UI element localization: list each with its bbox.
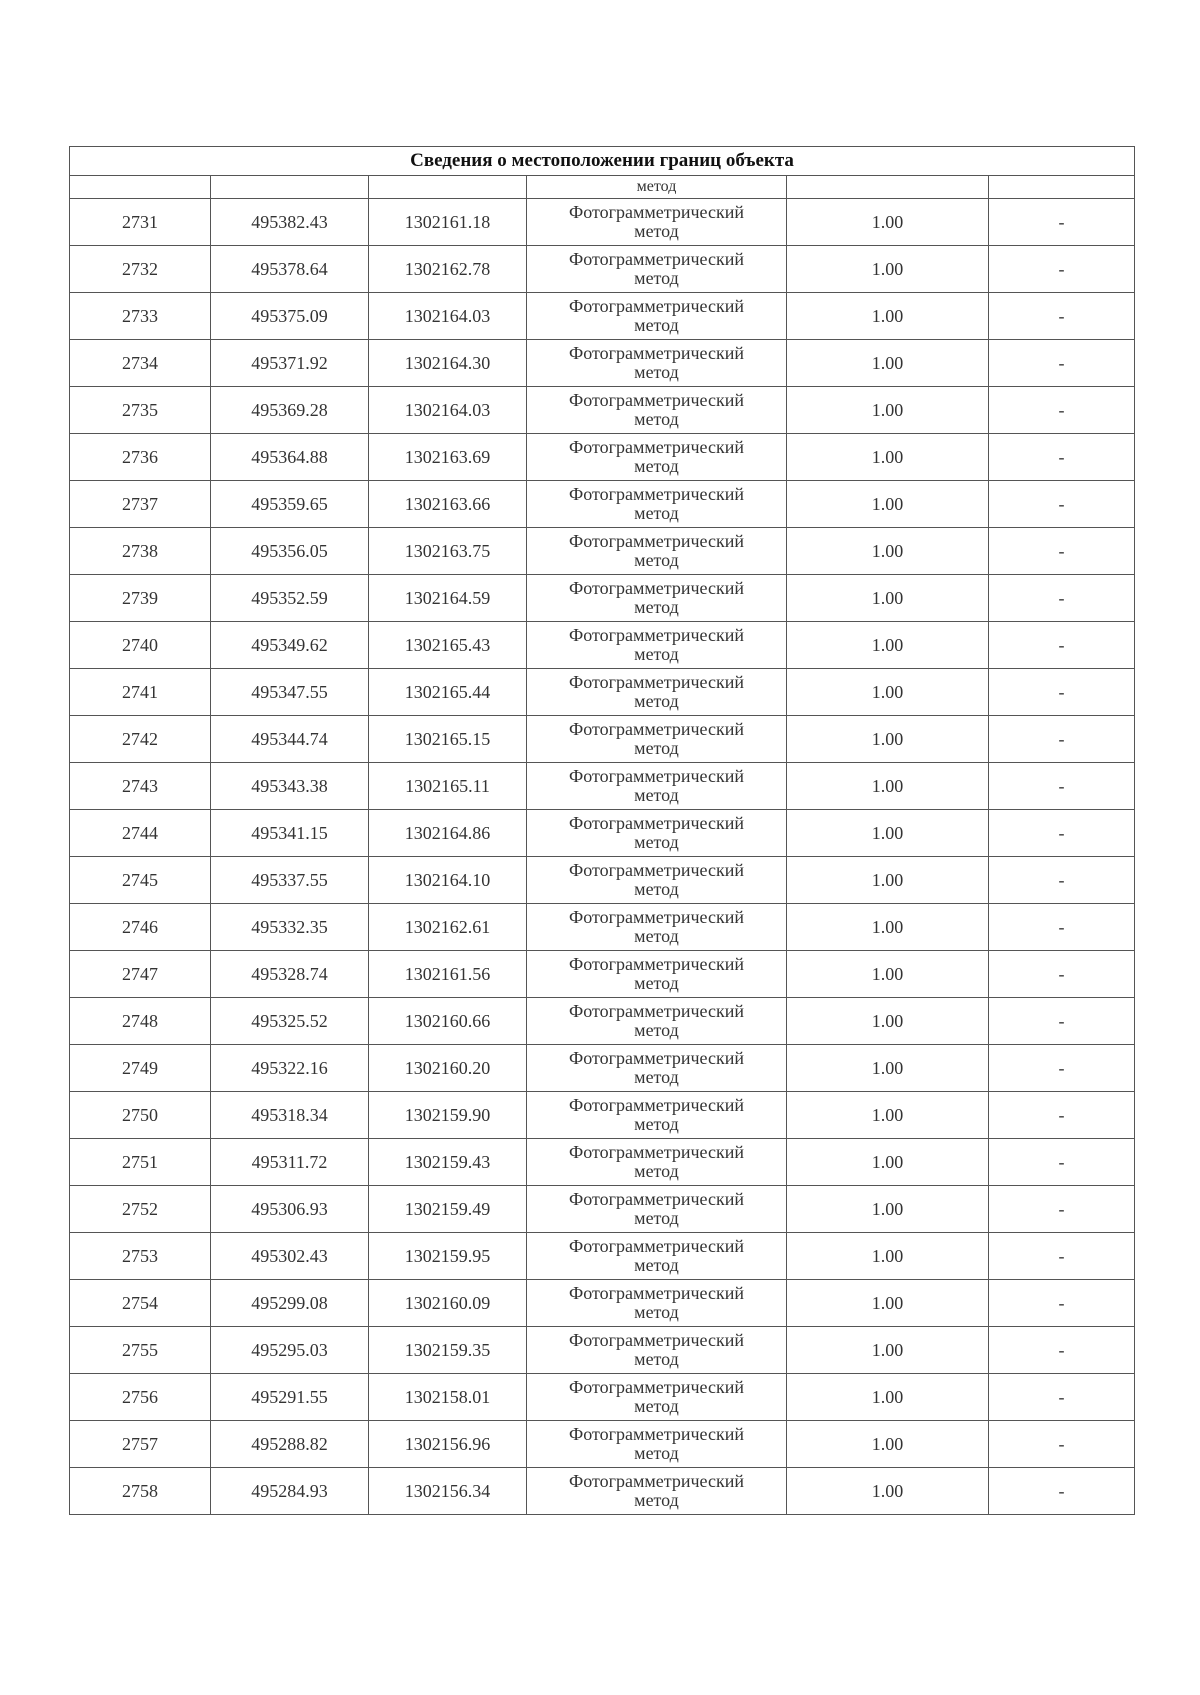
method-line-2: метод [634,1302,679,1322]
method-line-1: Фотограмметрический [569,390,744,410]
cell-point-number: 2741 [70,669,211,716]
method-line-2: метод [634,409,679,429]
cell-x: 495337.55 [211,857,369,904]
table-row [70,1280,1135,1327]
cell-note: - [989,951,1135,998]
cell-y: 1302165.43 [369,622,527,669]
cell-y: 1302163.66 [369,481,527,528]
method-line-1: Фотограмметрический [569,1236,744,1256]
table-row [70,1139,1135,1186]
cell-x: 495359.65 [211,481,369,528]
method-line-1: Фотограмметрический [569,484,744,504]
cell-accuracy: 1.00 [787,716,989,763]
cell-note: - [989,1045,1135,1092]
cell-point-number: 2736 [70,434,211,481]
method-line-2: метод [634,1161,679,1181]
cell-note: - [989,387,1135,434]
method-line-2: метод [634,1067,679,1087]
cell-note: - [989,904,1135,951]
method-line-2: метод [634,973,679,993]
cell-x: 495325.52 [211,998,369,1045]
method-line-1: Фотограмметрический [569,719,744,739]
cell-y: 1302159.49 [369,1186,527,1233]
continued-row [70,176,1135,199]
cell-accuracy: 1.00 [787,904,989,951]
method-line-1: Фотограмметрический [569,907,744,927]
cell-accuracy: 1.00 [787,575,989,622]
cell-note: - [989,434,1135,481]
cell-note: - [989,1468,1135,1515]
method-line-1: Фотограмметрический [569,202,744,222]
cell-x [211,176,369,199]
table-row [70,387,1135,434]
cell-y: 1302158.01 [369,1374,527,1421]
table-row [70,246,1135,293]
method-line-1: Фотограмметрический [569,1189,744,1209]
cell-method [527,575,787,622]
cell-note: - [989,1233,1135,1280]
table-row [70,763,1135,810]
method-line-2: метод [634,1020,679,1040]
cell-point-number: 2750 [70,1092,211,1139]
table-row [70,1045,1135,1092]
cell-accuracy: 1.00 [787,622,989,669]
method-line-1: Фотограмметрический [569,766,744,786]
cell-note: - [989,1139,1135,1186]
method-line-2: метод [634,550,679,570]
cell-note: - [989,763,1135,810]
cell-accuracy: 1.00 [787,763,989,810]
cell-accuracy: 1.00 [787,951,989,998]
cell-accuracy [787,176,989,199]
table-row [70,716,1135,763]
cell-y: 1302164.59 [369,575,527,622]
cell-y: 1302160.20 [369,1045,527,1092]
cell-note: - [989,622,1135,669]
table-row [70,669,1135,716]
method-line-1: Фотограмметрический [569,1001,744,1021]
cell-y: 1302161.56 [369,951,527,998]
cell-y: 1302159.90 [369,1092,527,1139]
cell-point-number: 2733 [70,293,211,340]
table-row [70,340,1135,387]
cell-method: метод [527,176,787,199]
cell-point-number: 2753 [70,1233,211,1280]
cell-method [527,1139,787,1186]
cell-accuracy: 1.00 [787,481,989,528]
cell-y [369,176,527,199]
method-line-1: Фотограмметрический [569,625,744,645]
method-line-1: Фотограмметрический [569,1330,744,1350]
method-line-2: метод [634,1255,679,1275]
cell-note: - [989,810,1135,857]
cell-point-number: 2746 [70,904,211,951]
table-row [70,1421,1135,1468]
method-line-1: Фотограмметрический [569,249,744,269]
cell-point-number: 2756 [70,1374,211,1421]
cell-accuracy: 1.00 [787,857,989,904]
cell-method [527,622,787,669]
cell-y: 1302159.35 [369,1327,527,1374]
cell-y: 1302161.18 [369,199,527,246]
cell-y: 1302164.03 [369,387,527,434]
cell-x: 495375.09 [211,293,369,340]
cell-note [989,176,1135,199]
cell-accuracy: 1.00 [787,810,989,857]
cell-note: - [989,1092,1135,1139]
method-line-2: метод [634,221,679,241]
table-row [70,293,1135,340]
method-line-1: Фотограмметрический [569,296,744,316]
cell-x: 495356.05 [211,528,369,575]
cell-point-number [70,176,211,199]
cell-y: 1302159.43 [369,1139,527,1186]
table-row [70,1327,1135,1374]
cell-x: 495332.35 [211,904,369,951]
cell-x: 495299.08 [211,1280,369,1327]
cell-note: - [989,716,1135,763]
table-row [70,199,1135,246]
cell-method [527,481,787,528]
cell-method [527,1092,787,1139]
method-line-2: метод [634,456,679,476]
cell-note: - [989,1280,1135,1327]
cell-note: - [989,998,1135,1045]
table-row [70,904,1135,951]
cell-point-number: 2744 [70,810,211,857]
cell-point-number: 2745 [70,857,211,904]
cell-point-number: 2757 [70,1421,211,1468]
cell-accuracy: 1.00 [787,1092,989,1139]
cell-point-number: 2740 [70,622,211,669]
cell-method [527,1045,787,1092]
cell-accuracy: 1.00 [787,528,989,575]
cell-note: - [989,340,1135,387]
method-line-1: Фотограмметрический [569,1471,744,1491]
cell-note: - [989,199,1135,246]
cell-method [527,387,787,434]
method-line-1: Фотограмметрический [569,437,744,457]
table-row [70,481,1135,528]
method-line-2: метод [634,1396,679,1416]
method-line-2: метод [634,1208,679,1228]
table-row [70,951,1135,998]
cell-accuracy: 1.00 [787,1186,989,1233]
cell-accuracy: 1.00 [787,434,989,481]
cell-accuracy: 1.00 [787,199,989,246]
cell-x: 495311.72 [211,1139,369,1186]
method-line-1: Фотограмметрический [569,954,744,974]
table-row [70,528,1135,575]
cell-method [527,434,787,481]
cell-x: 495371.92 [211,340,369,387]
cell-point-number: 2751 [70,1139,211,1186]
cell-x: 495378.64 [211,246,369,293]
table-row [70,1186,1135,1233]
cell-method [527,763,787,810]
cell-method [527,998,787,1045]
method-line-2: метод [634,879,679,899]
table-row [70,434,1135,481]
cell-accuracy: 1.00 [787,1327,989,1374]
cell-point-number: 2749 [70,1045,211,1092]
cell-x: 495344.74 [211,716,369,763]
table-title: Сведения о местоположении границ объекта [70,147,1135,176]
cell-accuracy: 1.00 [787,1468,989,1515]
cell-point-number: 2735 [70,387,211,434]
cell-x: 495306.93 [211,1186,369,1233]
cell-note: - [989,857,1135,904]
cell-note: - [989,528,1135,575]
table-row [70,622,1135,669]
cell-y: 1302164.03 [369,293,527,340]
cell-note: - [989,481,1135,528]
method-line-2: метод [634,503,679,523]
cell-accuracy: 1.00 [787,669,989,716]
method-line-2: метод [634,1443,679,1463]
method-line-2: метод [634,691,679,711]
cell-accuracy: 1.00 [787,1045,989,1092]
cell-note: - [989,1327,1135,1374]
cell-method [527,199,787,246]
cell-method [527,1327,787,1374]
cell-point-number: 2743 [70,763,211,810]
cell-method [527,716,787,763]
method-line-1: Фотограмметрический [569,860,744,880]
cell-method [527,1280,787,1327]
cell-accuracy: 1.00 [787,1280,989,1327]
cell-x: 495295.03 [211,1327,369,1374]
cell-note: - [989,575,1135,622]
method-line-2: метод [634,1349,679,1369]
cell-x: 495382.43 [211,199,369,246]
cell-x: 495284.93 [211,1468,369,1515]
cell-y: 1302164.30 [369,340,527,387]
cell-y: 1302164.86 [369,810,527,857]
method-line-1: Фотограмметрический [569,1048,744,1068]
cell-point-number: 2754 [70,1280,211,1327]
cell-x: 495318.34 [211,1092,369,1139]
table-row [70,1233,1135,1280]
cell-x: 495322.16 [211,1045,369,1092]
method-line-1: Фотограмметрический [569,1142,744,1162]
cell-accuracy: 1.00 [787,1421,989,1468]
method-line-1: Фотограмметрический [569,578,744,598]
cell-x: 495352.59 [211,575,369,622]
cell-method [527,340,787,387]
cell-point-number: 2758 [70,1468,211,1515]
cell-method [527,669,787,716]
cell-x: 495302.43 [211,1233,369,1280]
cell-y: 1302163.69 [369,434,527,481]
cell-method [527,810,787,857]
cell-y: 1302164.10 [369,857,527,904]
cell-note: - [989,1374,1135,1421]
method-line-2: метод [634,832,679,852]
cell-accuracy: 1.00 [787,246,989,293]
table-row [70,1468,1135,1515]
table-row [70,857,1135,904]
method-line-2: метод [634,597,679,617]
method-line-2: метод [634,926,679,946]
cell-x: 495347.55 [211,669,369,716]
cell-method [527,951,787,998]
method-line-2: метод [634,1490,679,1510]
cell-accuracy: 1.00 [787,1139,989,1186]
table-row [70,1092,1135,1139]
cell-y: 1302160.09 [369,1280,527,1327]
cell-y: 1302162.61 [369,904,527,951]
method-line-2: метод [634,315,679,335]
cell-x: 495291.55 [211,1374,369,1421]
cell-y: 1302162.78 [369,246,527,293]
cell-accuracy: 1.00 [787,340,989,387]
table-row [70,1374,1135,1421]
cell-method [527,1468,787,1515]
cell-x: 495369.28 [211,387,369,434]
method-line-1: Фотограмметрический [569,531,744,551]
cell-method [527,1233,787,1280]
table-row [70,575,1135,622]
cell-accuracy: 1.00 [787,1374,989,1421]
cell-x: 495328.74 [211,951,369,998]
method-line-2: метод [634,1114,679,1134]
table-title-row [70,147,1135,176]
method-line-2: метод [634,268,679,288]
cell-x: 495343.38 [211,763,369,810]
cell-y: 1302160.66 [369,998,527,1045]
cell-point-number: 2731 [70,199,211,246]
cell-y: 1302156.34 [369,1468,527,1515]
cell-note: - [989,246,1135,293]
cell-y: 1302163.75 [369,528,527,575]
cell-note: - [989,293,1135,340]
cell-method [527,1374,787,1421]
cell-note: - [989,669,1135,716]
cell-accuracy: 1.00 [787,387,989,434]
cell-point-number: 2738 [70,528,211,575]
method-line-1: Фотограмметрический [569,343,744,363]
method-line-1: Фотограмметрический [569,1424,744,1444]
cell-point-number: 2752 [70,1186,211,1233]
method-line-1: Фотограмметрический [569,672,744,692]
cell-point-number: 2748 [70,998,211,1045]
cell-note: - [989,1421,1135,1468]
cell-method [527,904,787,951]
cell-x: 495349.62 [211,622,369,669]
cell-method [527,857,787,904]
cell-point-number: 2747 [70,951,211,998]
cell-point-number: 2755 [70,1327,211,1374]
cell-y: 1302165.15 [369,716,527,763]
cell-y: 1302156.96 [369,1421,527,1468]
cell-y: 1302159.95 [369,1233,527,1280]
method-line-2: метод [634,738,679,758]
method-line-1: Фотограмметрический [569,813,744,833]
cell-method [527,1421,787,1468]
cell-point-number: 2737 [70,481,211,528]
method-line-2: метод [634,644,679,664]
cell-point-number: 2742 [70,716,211,763]
boundary-points-table [69,146,1135,1515]
cell-y: 1302165.11 [369,763,527,810]
table-row [70,998,1135,1045]
method-line-1: Фотограмметрический [569,1095,744,1115]
cell-x: 495341.15 [211,810,369,857]
cell-method [527,1186,787,1233]
cell-x: 495364.88 [211,434,369,481]
cell-note: - [989,1186,1135,1233]
cell-point-number: 2732 [70,246,211,293]
method-line-2: метод [634,785,679,805]
cell-y: 1302165.44 [369,669,527,716]
cell-accuracy: 1.00 [787,998,989,1045]
cell-method [527,246,787,293]
cell-method [527,293,787,340]
cell-point-number: 2734 [70,340,211,387]
method-line-2: метод [634,362,679,382]
cell-method [527,528,787,575]
method-line-1: Фотограмметрический [569,1377,744,1397]
cell-point-number: 2739 [70,575,211,622]
method-line-1: Фотограмметрический [569,1283,744,1303]
cell-accuracy: 1.00 [787,293,989,340]
cell-x: 495288.82 [211,1421,369,1468]
table-row [70,810,1135,857]
cell-accuracy: 1.00 [787,1233,989,1280]
